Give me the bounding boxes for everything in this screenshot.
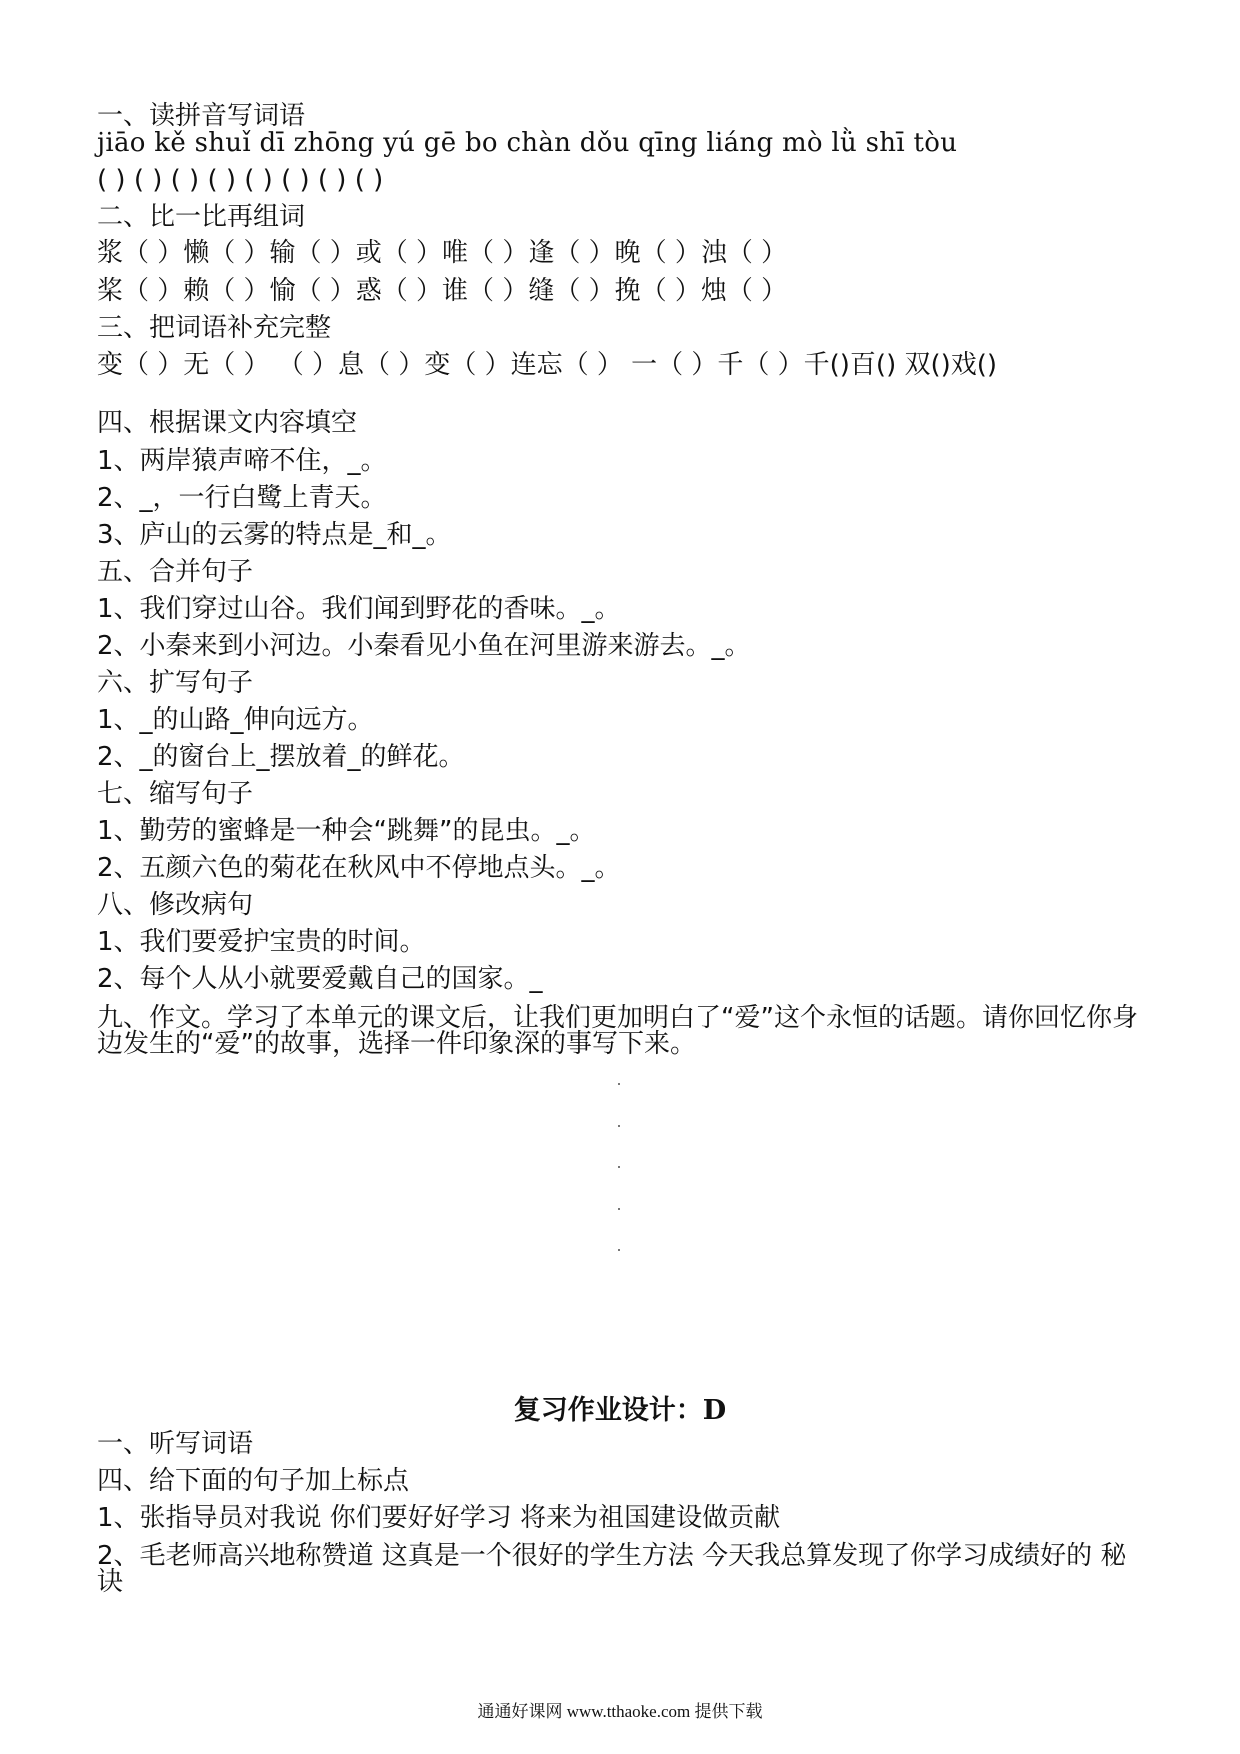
expand-item-1: 1、_的山路_伸向远方。 <box>97 705 374 735</box>
punctuation-item-1: 1、张指导员对我说 你们要好好学习 将来为祖国建设做贡献 <box>97 1503 781 1533</box>
fill-item-1: 1、两岸猿声啼不住，_。 <box>97 446 387 476</box>
section-3-heading: 三、把词语补充完整 <box>97 313 332 343</box>
idiom-completion-line: 变（ ）无（ ） （ ）息（ ）变（ ）连忘（ ） 一（ ）千（ ）千()百() 双()戏() <box>97 350 998 380</box>
section-6-heading: 六、扩写句子 <box>97 668 254 698</box>
divider-dot <box>618 1208 620 1210</box>
footer-credit: 通通好课网 www.tthaoke.com 提供下载 <box>477 1702 763 1721</box>
fill-item-3: 3、庐山的云雾的特点是_和_。 <box>97 520 452 550</box>
compare-row-2: 桨（ ）赖（ ）愉（ ）惑（ ）谁（ ）缝（ ）挽（ ）烛（ ） <box>97 276 788 306</box>
expand-item-2: 2、_的窗台上_摆放着_的鲜花。 <box>97 742 465 772</box>
merge-item-2: 2、小秦来到小河边。小秦看见小鱼在河里游来游去。_。 <box>97 631 751 661</box>
section-4-heading: 四、根据课文内容填空 <box>97 408 358 438</box>
part-d-heading-1: 一、听写词语 <box>97 1429 254 1459</box>
correct-item-2: 2、每个人从小就要爱戴自己的国家。_ <box>97 964 543 994</box>
section-8-heading: 八、修改病句 <box>97 890 254 920</box>
shorten-item-2: 2、五颜六色的菊花在秋风中不停地点头。_。 <box>97 853 621 883</box>
divider-dot <box>618 1249 620 1251</box>
section-7-heading: 七、缩写句子 <box>97 779 254 809</box>
compare-row-1: 浆（ ）懒（ ）输（ ）或（ ）唯（ ）逢（ ）晚（ ）浊（ ） <box>97 238 788 268</box>
divider-dot <box>618 1166 620 1168</box>
merge-item-1: 1、我们穿过山谷。我们闻到野花的香味。_。 <box>97 594 621 624</box>
pinyin-blanks: ( ) ( ) ( ) ( ) ( ) ( ) ( ) ( ) <box>97 165 384 195</box>
shorten-item-1: 1、勤劳的蜜蜂是一种会“跳舞”的昆虫。_。 <box>97 816 596 846</box>
divider-dot <box>618 1125 620 1127</box>
fill-item-2: 2、_，一行白鹭上青天。 <box>97 483 387 513</box>
section-5-heading: 五、合并句子 <box>97 557 254 587</box>
correct-item-1: 1、我们要爱护宝贵的时间。 <box>97 927 426 957</box>
section-1-heading: 一、读拼音写词语 <box>97 101 306 131</box>
punctuation-item-2: 2、毛老师高兴地称赞道 这真是一个很好的学生方法 今天我总算发现了你学习成绩好的 秘诀 <box>97 1541 1127 1597</box>
part-d-heading-4: 四、给下面的句子加上标点 <box>97 1466 410 1496</box>
pinyin-line: jiāo kě shuǐ dī zhōng yú gē bo chàn dǒu qīng liáng mò lǜ shī tòu <box>97 128 958 158</box>
section-2-heading: 二、比一比再组词 <box>97 202 306 232</box>
divider-dot <box>618 1083 620 1085</box>
composition-prompt: 九、作文。学习了本单元的课文后，让我们更加明白了“爱”这个永恒的话题。请你回忆你身边发生的“爱”的故事，选择一件印象深的事写下来。 <box>97 1003 1138 1059</box>
part-d-title: 复习作业设计：D <box>513 1395 727 1426</box>
